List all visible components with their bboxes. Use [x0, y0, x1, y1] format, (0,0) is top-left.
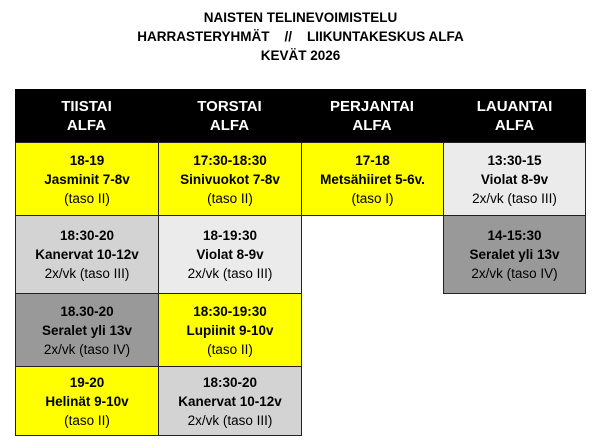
schedule-cell [158, 293, 302, 367]
column-header-place: ALFA [494, 116, 535, 134]
column-header-place: ALFA [209, 116, 250, 134]
session-detail: (taso II) [207, 341, 253, 357]
session-time: 17:30-18:30 [193, 152, 267, 168]
title-line-2: HARRASTERYHMÄT // LIIKUNTAKESKUS ALFA [137, 29, 464, 44]
page-title [0, 8, 601, 65]
column-header-day: PERJANTAI [330, 97, 414, 115]
session-detail: (taso I) [351, 190, 394, 206]
session-detail: 2x/vk (taso III) [472, 190, 557, 206]
session-detail: (taso II) [64, 190, 110, 206]
schedule-cell [443, 142, 586, 216]
session-detail: 2x/vk (taso IV) [471, 266, 558, 281]
session-group: Seralet yli 13v [41, 322, 133, 338]
session-time: 18:30-20 [202, 374, 258, 390]
schedule-cell [15, 293, 159, 367]
session-group: Seralet yli 13v [469, 247, 560, 262]
schedule-cell [15, 215, 159, 294]
session-group: Kanervat 10-12v [178, 393, 282, 409]
session-time: 14-15:30 [487, 228, 542, 243]
session-detail: 2x/vk (taso III) [187, 412, 273, 428]
session-group: Jasminit 7-8v [44, 171, 130, 187]
session-time: 18-19:30 [202, 228, 258, 243]
title-line-3: KEVÄT 2026 [260, 48, 341, 63]
session-group: Violat 8-9v [196, 247, 264, 262]
session-detail: 2x/vk (taso III) [44, 266, 130, 281]
schedule-cell [301, 142, 444, 216]
session-time: 18:30-20 [59, 228, 115, 243]
schedule-cell [15, 142, 159, 216]
column-header-place: ALFA [66, 116, 107, 134]
session-time: 18:30-19:30 [193, 303, 267, 319]
title-line-1: NAISTEN TELINEVOIMISTELU [203, 10, 398, 25]
session-group: Kanervat 10-12v [35, 247, 139, 262]
session-time: 18-19 [69, 152, 105, 168]
session-time: 18.30-20 [60, 303, 114, 319]
column-header-day: TORSTAI [197, 97, 262, 115]
schedule-cell [158, 366, 302, 436]
column-header-friday [301, 89, 443, 142]
column-header-tuesday [15, 89, 158, 142]
session-group: Helinät 9-10v [45, 393, 129, 409]
session-group: Violat 8-9v [480, 171, 549, 187]
schedule-cell [158, 215, 302, 294]
session-time: 17-18 [355, 152, 390, 168]
schedule-cell [443, 215, 586, 294]
session-detail: 2x/vk (taso III) [187, 266, 273, 281]
column-header-place: ALFA [352, 116, 392, 134]
session-time: 19-20 [69, 374, 105, 390]
column-header-thursday [158, 89, 301, 142]
column-header-day: TIISTAI [61, 97, 112, 115]
session-detail: (taso II) [64, 412, 110, 428]
session-detail: (taso II) [207, 190, 253, 206]
session-group: Lupiinit 9-10v [186, 322, 274, 338]
column-header-day: LAUANTAI [476, 97, 553, 115]
session-group: Metsähiiret 5-6v. [320, 171, 425, 187]
session-detail: 2x/vk (taso IV) [43, 341, 131, 357]
session-group: Sinivuokot 7-8v [180, 171, 280, 187]
schedule-cell [158, 142, 302, 216]
schedule-cell [15, 366, 159, 436]
column-header-saturday [443, 89, 586, 142]
session-time: 13:30-15 [487, 152, 542, 168]
